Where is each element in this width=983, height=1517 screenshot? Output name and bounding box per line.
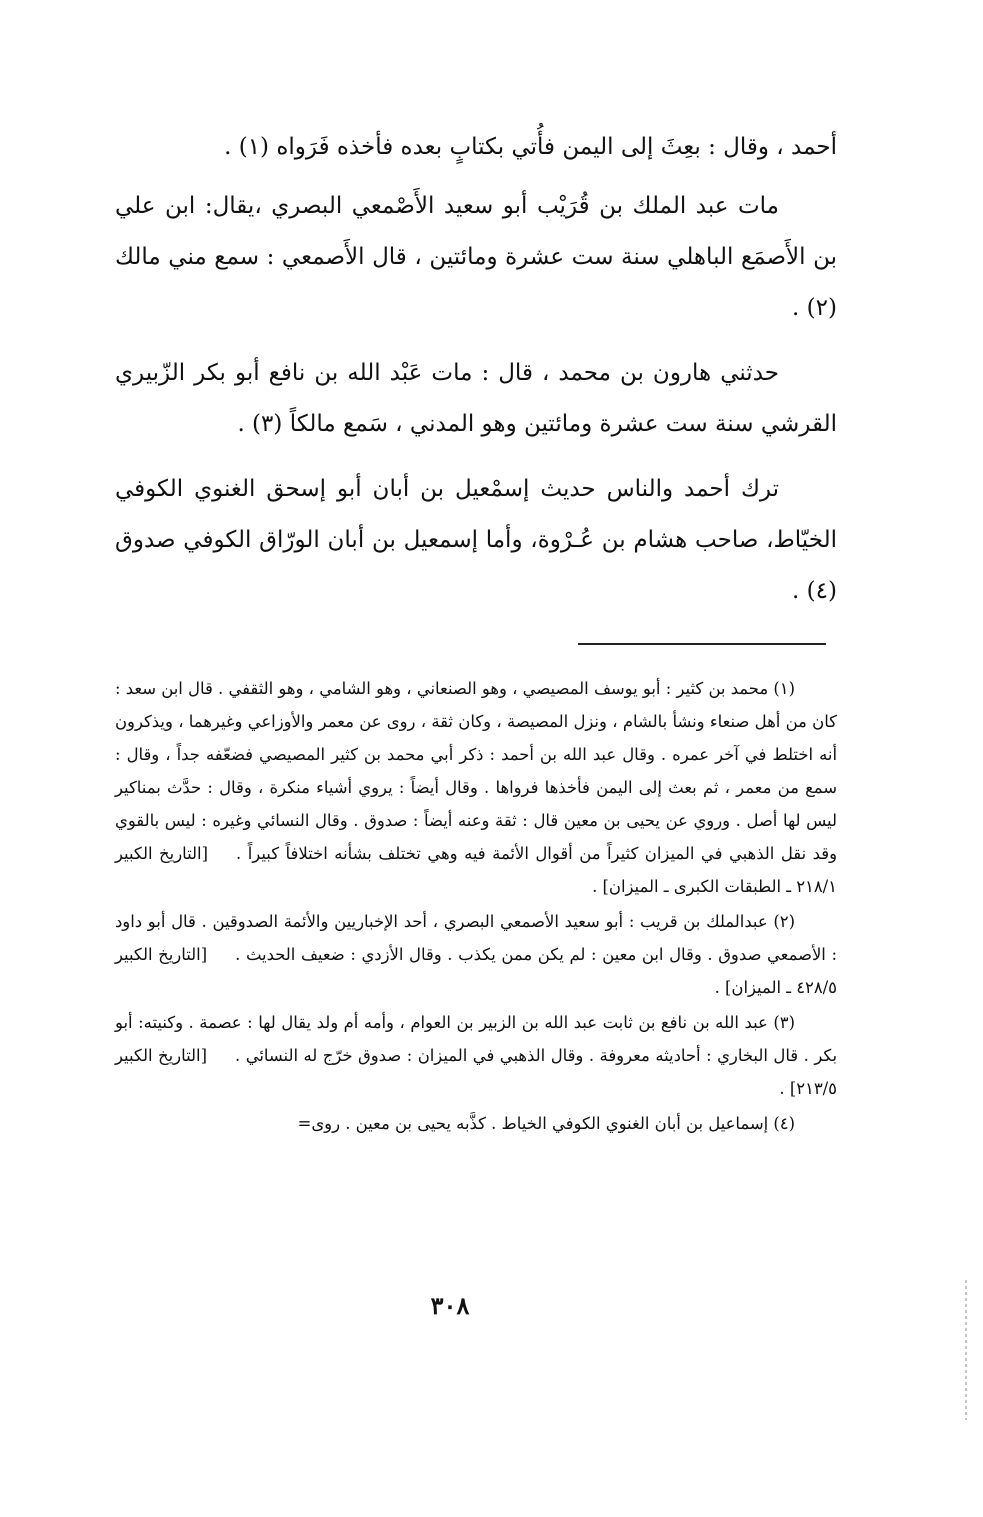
main-text (115, 122, 837, 631)
paragraph-4: ترك أحمد والناس حديث إسمْعيل بن أبان أبو إسحق الغنوي الكوفي الخيّاط، صاحب هشام بن عُـرْوة، وأما إسمعيل بن أبان الورّاق الكوفي صدوق (٤) . (115, 476, 837, 604)
footnote-2 (115, 905, 837, 1004)
footnote-1 (115, 672, 837, 903)
page-number: ٣٠٨ (430, 1291, 470, 1320)
footnote-4-text: (٤) إسماعيل بن أبان الغنوي الكوفي الخياط . كذَّبه يحيى بن معين . روى= (297, 1114, 795, 1133)
footnote-4 (115, 1107, 837, 1140)
footnotes (115, 672, 837, 1142)
paragraph-3: حدثني هارون بن محمد ، قال : مات عَبْد الله بن نافع أبو بكر الزّبيري القرشي سنة ست عشرة ومائتين وهو المدني ، سَمع مالكاً (٣) . (115, 360, 837, 437)
scan-edge-dots (965, 1280, 967, 1420)
paragraph-2: مات عبد الملك بن قُرَيْب أبو سعيد الأَصْمعي البصري ،يقال: ابن علي بن الأَصمَع الباهلي سنة ست عشرة ومائتين ، قال الأَصمعي : سمع مني مالك (٢) . (115, 193, 837, 321)
footnote-3 (115, 1006, 837, 1105)
footnote-2-reference: [التاريخ الكبير ٤٢٨/٥ ـ الميزان] . (115, 945, 837, 997)
paragraph-1: أحمد ، وقال : بعِثَ إلى اليمن فأُتي بكتابٍ بعده فأخذه فَرَواه (١) . (224, 134, 837, 160)
footnote-1-text: (١) محمد بن كثير : أبو يوسف المصيصي ، وهو الصنعاني ، وهو الشامي ، وهو الثقفي . قال ابن سعد : كان من أهل صنعاء ونشأ بالشام ، ونزل المصيصة ، وكان ثقة ، روى عن معمر والأوزاعي وغيرهما ، ويذكرون أنه اختلط في آخر عمره . وقال عبد الله بن أحمد : ذكر أبي محمد بن كثير المصيصي فضعّفه جداً ، وقال : سمع من معمر ، ثم بعث إلى اليمن فأخذها فرواها . وقال أيضاً : يروي أشياء منكرة ، وقال : حدَّث بمناكير ليس لها أصل . وروي عن يحيى بن معين قال : ثقة وعنه أيضاً : صدوق . وقال النسائي وغيره : ليس بالقوي وقد نقل الذهبي في الميزان كثيراً من أقوال الأئمة فيه وهي تختلف بشأنه اختلافاً كبيراً . (115, 679, 837, 863)
footnote-separator (578, 643, 826, 645)
footnote-3-text: (٣) عبد الله بن نافع بن ثابت عبد الله بن الزبير بن العوام ، وأمه أم ولد يقال لها : عصمة . وكنيته: أبو بكر . قال البخاري : أحاديثه معروفة . وقال الذهبي في الميزان : صدوق خرّج له النسائي . (115, 1013, 838, 1065)
footnote-2-text: (٢) عبدالملك بن قريب : أبو سعيد الأصمعي البصري ، أحد الإخباريين والأئمة الصدوقين . قال أبو داود : الأصمعي صدوق . وقال ابن معين : لم يكن ممن يكذب . وقال الأزدي : ضعيف الحديث . (115, 912, 838, 964)
footnote-1-reference: [التاريخ الكبير ٢١٨/١ ـ الطبقات الكبرى ـ الميزان] . (115, 844, 837, 896)
footnote-3-reference: [التاريخ الكبير ٢١٣/٥] . (115, 1046, 837, 1098)
